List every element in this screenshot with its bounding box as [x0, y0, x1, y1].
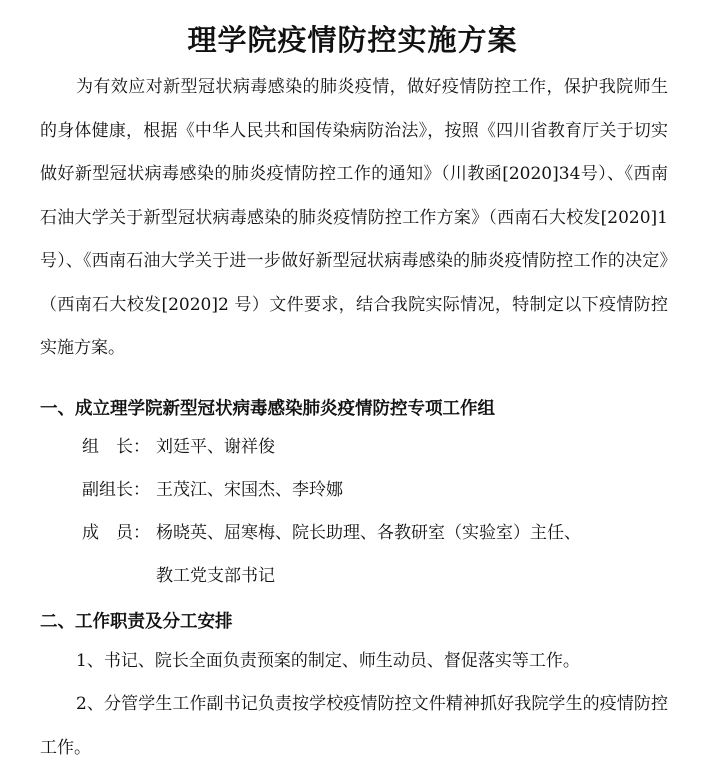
- deputy-leader-value: 王茂江、宋国杰、李玲娜: [156, 480, 343, 500]
- section-2-heading: 二、工作职责及分工安排: [40, 612, 233, 632]
- intro-paragraph: 为有效应对新型冠状病毒感染的肺炎疫情，做好疫情防控工作，保护我院师生的身体健康，根据《中华人民共和国传染病防治法》，按照《四川省教育厅关于切实做好新型冠状病毒感染的肺炎疫情防控工作的通知》（川教函[2020]34号）、《西南石油大学关于新型冠状病毒感染的肺炎疫情防控工作方案》（西南石大校发[2020]1 号）、《西南石油大学关于进一步做好新型冠状病毒感染的肺炎疫情防控工作的决定》（西南石大校发[2020]2 号）文件要求，结合我院实际情况，特制定以下疫情防控实施方案。: [40, 77, 668, 358]
- section-1-heading: 一、成立理学院新型冠状病毒感染肺炎疫情防控专项工作组: [40, 399, 495, 419]
- duty-item-2: 2、分管学生工作副书记负责按学校疫情防控文件精神抓好我院学生的疫情防控工作。: [40, 694, 668, 758]
- deputy-leader-row: [82, 476, 343, 504]
- duty-item-1: 1、书记、院长全面负责预案的制定、师生动员、督促落实等工作。: [76, 651, 580, 671]
- members-row: [82, 519, 581, 547]
- members-label: 成 员：: [82, 523, 150, 543]
- document-title: 理学院疫情防控实施方案: [187, 23, 518, 57]
- deputy-leader-label: 副组长：: [82, 480, 150, 500]
- members-continuation: 教工党支部书记: [156, 566, 275, 586]
- group-leader-row: [82, 433, 275, 461]
- group-leader-value: 刘廷平、谢祥俊: [156, 437, 275, 457]
- members-value: 杨晓英、屈寒梅、院长助理、各教研室（实验室）主任、: [156, 523, 581, 543]
- group-leader-label: 组 长：: [82, 437, 150, 457]
